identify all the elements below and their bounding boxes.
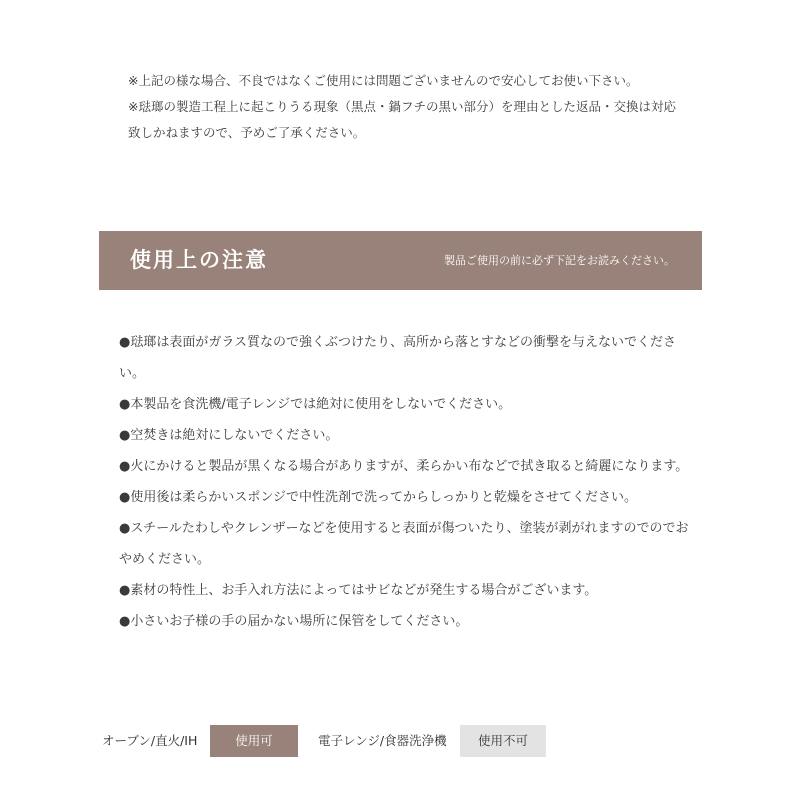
usage-ok-badge: 使用可 (210, 725, 298, 757)
caution-list (119, 327, 689, 637)
note-unaffected: ※上記の様な場合、不良ではなくご使用には問題ございませんので安心してお使い下さい。 (128, 73, 639, 88)
section-subtitle: 製品ご使用の前に必ず下記をお読みください。 (444, 254, 675, 267)
caution-item: ●空焚きは絶対にしないでください。 (119, 428, 339, 443)
usage-row (102, 725, 702, 757)
caution-item: ●琺瑯は表面がガラス質なので強くぶつけたり、高所から落とすなどの衝撃を与えないでください。 (119, 335, 676, 381)
usage-ok-label: オーブン/直火/IH (102, 733, 198, 748)
usage-ng-label: 電子レンジ/食器洗浄機 (318, 733, 447, 748)
caution-item: ●使用後は柔らかいスポンジで中性洗剤で洗ってからしっかりと乾燥をさせてください。 (119, 490, 638, 505)
usage-ng-badge: 使用不可 (460, 725, 546, 757)
caution-item: ●素材の特性上、お手入れ方法によってはサビなどが発生する場合がございます。 (119, 583, 598, 598)
caution-item: ●本製品を食洗機/電子レンジでは絶対に使用をしないでください。 (119, 397, 512, 412)
section-header (99, 231, 702, 290)
caution-item: ●小さいお子様の手の届かない場所に保管をしてください。 (119, 614, 469, 629)
caution-item: ●火にかけると製品が黒くなる場合がありますが、柔らかい布などで拭き取ると綺麗になります。 (119, 459, 689, 474)
top-notes (128, 68, 688, 146)
caution-item: ●スチールたわしやクレンザーなどを使用すると表面が傷ついたり、塗装が剥がれますのでのでおやめください。 (119, 521, 689, 567)
note-no-returns: ※琺瑯の製造工程上に起こりうる現象（黒点・鍋フチの黒い部分）を理由とした返品・交換は対応致しかねますので、予めご了承ください。 (128, 99, 676, 140)
section-title: 使用上の注意 (130, 248, 268, 272)
